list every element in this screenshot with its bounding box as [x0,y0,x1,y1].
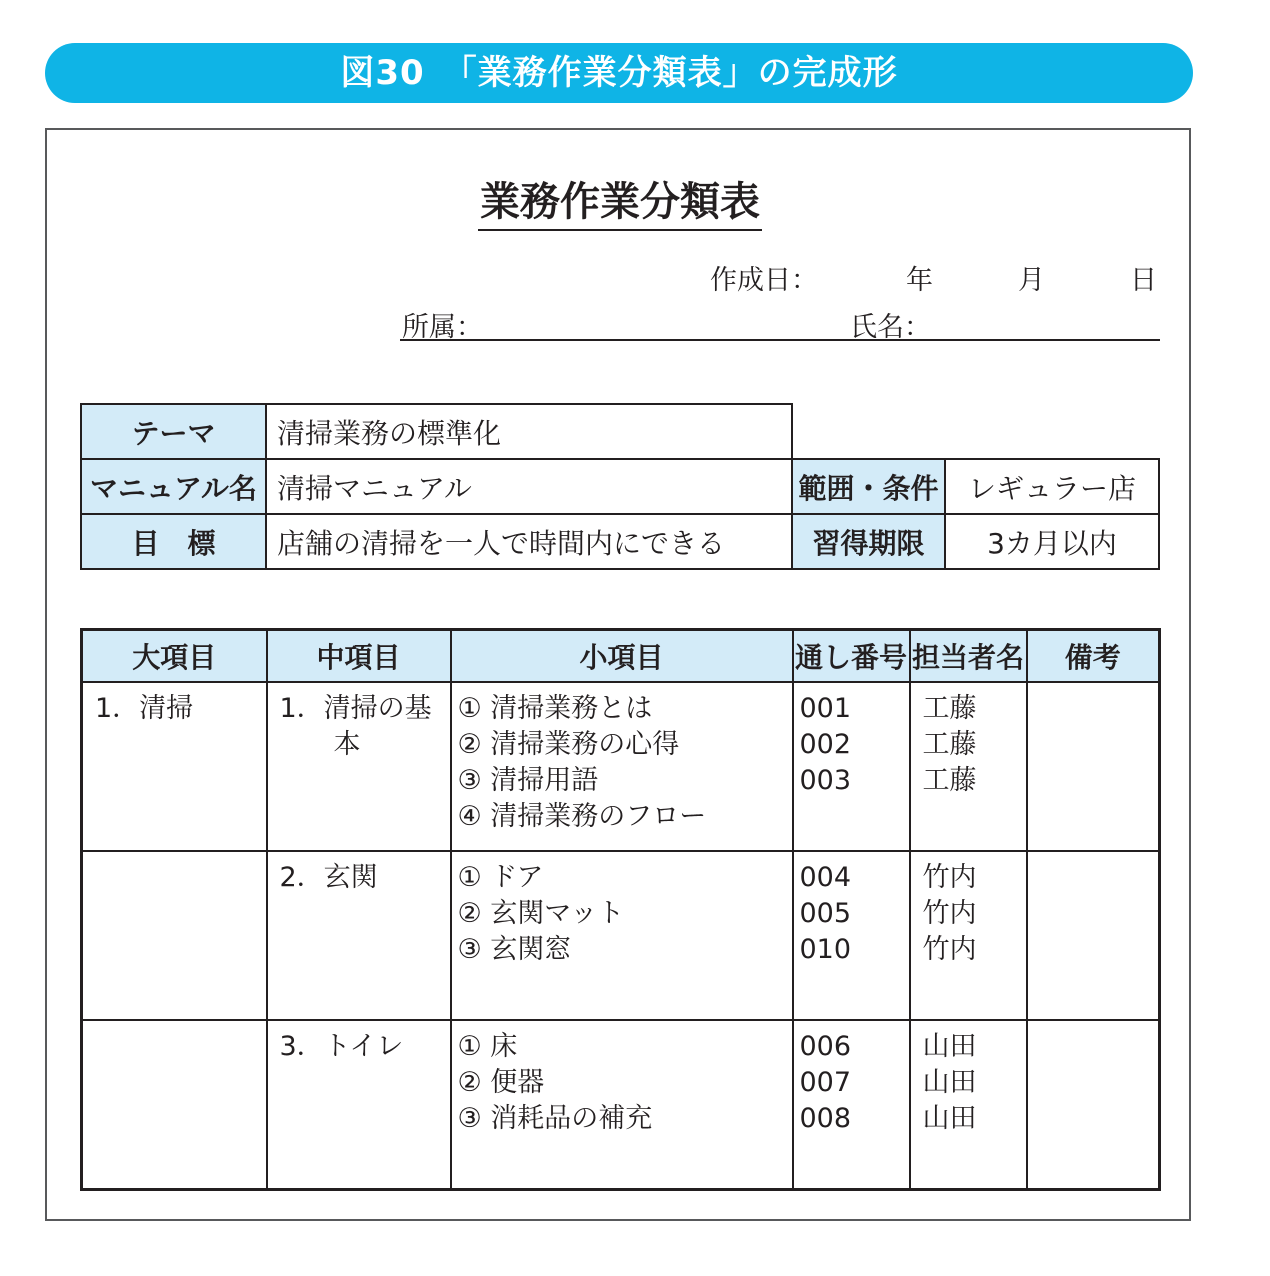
theme-label: テーマ [81,404,266,459]
header-minor: 小項目 [451,630,793,683]
day-label: 日 [1130,265,1157,296]
minor-item: ① 清掃業務とは [457,693,653,724]
serial-number: 006 [799,1031,852,1062]
person-name: 工藤 [922,765,977,796]
header-note: 備考 [1027,630,1160,683]
minor-item: ① ドア [457,862,544,893]
serial-number: 010 [799,934,852,965]
header-person: 担当者名 [910,630,1027,683]
signature-underline [400,339,1160,341]
info-table [80,403,1160,570]
month-label: 月 [1018,265,1045,296]
table-row [82,1020,1160,1190]
table-row [82,682,1160,851]
theme-value: 清掃業務の標準化 [266,404,792,459]
major-cell [82,851,267,1020]
year-label: 年 [906,265,933,296]
minor-item: ② 清掃業務の心得 [457,729,680,760]
period-label: 習得期限 [792,514,945,569]
created-label: 作成日： [710,265,818,296]
middle-line: 本 [279,729,361,760]
middle-line: 3．トイレ [279,1031,404,1062]
person-name: 工藤 [922,729,977,760]
note-cell [1027,1020,1160,1190]
minor-item: ② 玄関マット [457,898,625,929]
serial-number: 002 [799,729,852,760]
info-empty-cell [792,404,1159,459]
serial-number: 005 [799,898,852,929]
serial-number: 004 [799,862,852,893]
serial-number: 007 [799,1067,852,1098]
person-name: 工藤 [922,693,977,724]
minor-item: ③ 清掃用語 [457,765,599,796]
person-name: 竹内 [922,934,977,965]
classification-table [80,628,1161,1191]
scope-value: レギュラー店 [945,459,1159,514]
header-middle: 中項目 [267,630,451,683]
person-name: 山田 [922,1031,977,1062]
major-cell [82,1020,267,1190]
note-cell [1027,851,1160,1020]
period-value: 3カ月以内 [945,514,1159,569]
person-name: 竹内 [922,898,977,929]
department-label: 所属： [402,312,483,343]
minor-item: ① 床 [457,1031,518,1062]
serial-number: 003 [799,765,852,796]
major-cell: 1．清掃 [82,682,267,851]
middle-line: 2．玄関 [279,862,378,893]
header-number: 通し番号 [793,630,910,683]
serial-number: 008 [799,1103,852,1134]
minor-item: ③ 消耗品の補充 [457,1103,653,1134]
minor-item: ③ 玄関窓 [457,934,572,965]
name-label: 氏名： [850,312,931,343]
middle-line: 1．清掃の基 [279,693,432,724]
person-name: 竹内 [922,862,977,893]
minor-item: ④ 清掃業務のフロー [457,801,707,832]
manual-value: 清掃マニュアル [266,459,792,514]
serial-number: 001 [799,693,852,724]
person-name: 山田 [922,1067,977,1098]
scope-label: 範囲・条件 [792,459,945,514]
document-title-wrap [0,170,1240,227]
goal-value: 店舗の清掃を一人で時間内にできる [266,514,792,569]
table-row [82,851,1160,1020]
manual-label: マニュアル名 [81,459,266,514]
header-major: 大項目 [82,630,267,683]
note-cell [1027,682,1160,851]
minor-item: ② 便器 [457,1067,545,1098]
person-name: 山田 [922,1103,977,1134]
document-title: 業務作業分類表 [478,179,762,231]
goal-label: 目 標 [81,514,266,569]
figure-banner: 図30 「業務作業分類表」の完成形 [45,43,1193,103]
